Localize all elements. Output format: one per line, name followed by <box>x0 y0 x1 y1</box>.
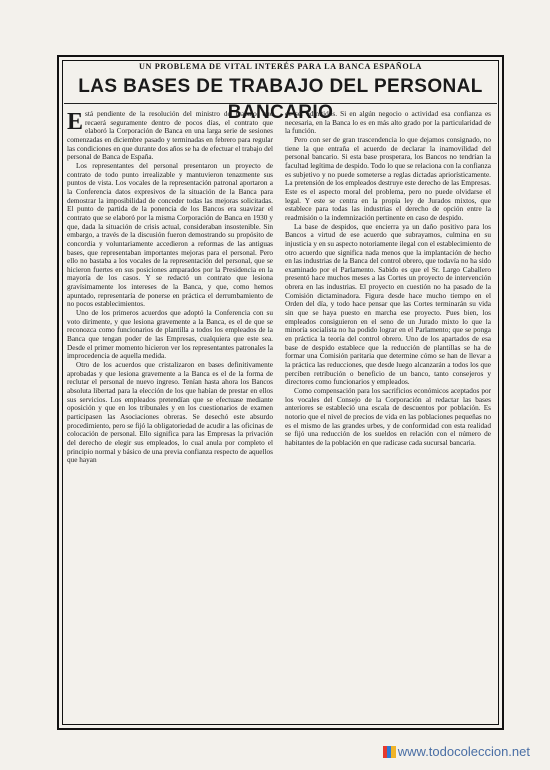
site-watermark[interactable] <box>383 744 530 759</box>
paragraph-8: Como compensación para los sacrificios económicos aceptados por los vocales del Consejo de la Corporación al redactar las bases anteriores se estableció una escala de descuentos por población. Es notorio que el nivel de precios de vida en las poblaciones pequeñas no es el mismo de las grandes urbes, y de conformidad con esta realidad se fijó una reducción de los sueldos en relación con el número de habitantes de la población en que radicase cada sucursal bancaria. <box>285 387 491 447</box>
paragraph-6: Pero con ser de gran trascendencia lo que dejamos consignado, no tiene la que entraña el acuerdo de declarar la inamovilidad del personal bancario. Si esta base prosperara, los Bancos no tendrían la facultad legítima de despido. Todo lo que se relaciona con la confianza es subjetivo y no puede someterse a reglas dictadas apriorísticamente. La pretensión de los empleados destruye este derecho de las Empresas. Este es el aspecto moral del problema, pero no puede olvidarse el legal. Y este se centra en la propia ley de Jurados mixtos, que establece para todas las industrias el derecho de opción entre la readmisión o la indemnización pertinente en caso de despido. <box>285 135 491 222</box>
dropcap: E <box>67 109 84 135</box>
paragraph-1 <box>67 110 273 162</box>
paragraph-7: La base de despidos, que encierra ya un daño positivo para los Bancos a virtud de ese acuerdo que subrayamos, culmina en su injusticia y en su aspecto notoriamente ilegal con el establecimiento de otro acuerdo que significa nada menos que la implantación de hecho en las industrias de la Banca del control obrero, que todavía no ha sido examinado por el Parlamento. Sabido es que el Sr. Largo Caballero presentó hace muchos meses a las Cortes un proyecto de intervención obrera en las industrias. El proyecto en cuestión no ha pasado de la Comisión dictaminadora. Figura desde hace mucho tiempo en el Orden del día, y todo hace pensar que las Cortes terminarán su vida sin que se haya puesto en marcha ese proyecto. Pues bien, los empleados consiguieron en el seno de un Jurado mixto lo que la minoría socialista no ha podido lograr en el Parlamento; que se ponga en práctica la teoría del control obrero. Uno de los apartados de esa base de despido establece que la reducción de plantillas se ha de formar una Comisión paritaria que determine cómo se han de llevar a la práctica las reducciones, que desde luego alcanzarán a todos los que perciben retribución o beneficio de un banco, tanto consejeros y directores como funcionarios y empleados. <box>285 222 491 387</box>
paragraph-4: Otro de los acuerdos que cristalizaron en bases definitivamente aprobadas y que lesiona gravemente a la Banca es el de la forma de reclutar el personal de nuevo ingreso. Tenían hasta ahora los Bancos absoluta libertad para la elección de los que habían de prestar en ellos sus servicios. Los empleados pretendían que se efectuase mediante oposición y que en los tribunales y en los cuestionarios de examen participasen las Asociaciones obreras. Se desechó este absurdo procedimiento, pero se fijó la obligatoriedad de acudir a las oficinas de colocación de personal. Ello significa para las Empresas la privación del derecho de elegir sus empleados, lo cual anula por completo el principio normal y básico de una previa confianza respecto de aquellos que hayan <box>67 361 273 465</box>
paragraph-text: stá pendiente de la resolución del ministro de Trabajo, que recaerá seguramente dentro de pocos días, el contrato que elaboró la Corporación de Banca en una larga serie de sesiones comenzadas en diciembre pasado y terminadas en febrero para regular las condiciones en que durante dos años se ha de efectuar el trabajo del personal de Banca de España. <box>67 110 273 162</box>
paragraph-5: de ser admitidos. Si en algún negocio o actividad esa confianza es necesaria, en la Banca lo es en más alto grado por la particularidad de la función. <box>285 110 491 136</box>
paragraph-3: Uno de los primeros acuerdos que adoptó la Conferencia con su voto dirimente, y que lesiona gravemente a la Banca, es el de que se reconozca como funcionarios de plantilla a todos los empleados de la Banca que tengan poder de las Empresas, cualquiera que este sea. Desde el primer momento hicieron ver los representantes patronales la improcedencia de aquella medida. <box>67 309 273 361</box>
logo-bar-yellow <box>391 746 396 758</box>
watermark-text: www.todocoleccion.net <box>397 744 530 759</box>
paragraph-2: Los representantes del personal presentaron un proyecto de contrato de todo punto irrealizable y mantuvieron tenazmente sus puntos de vista. Los vocales de la representación patronal aportaron a la Conferencia datos expresivos de la situación de la Banca para demostrar la imposibilidad de conceder todas las mejoras solicitadas. El punto de partida de la ponencia de los Bancos era suavizar el contrato que se elaboró por la misma Corporación de Banca en 1930 y que, dada la situación de crisis actual, consideraban insostenible. Sin embargo, a través de la discusión fueron demostrando su propósito de concordia y voluntariamente accedieron a reformas de las antiguas bases, que representaban importantes mejoras para el personal. Pero ello no bastaba a los vocales de la representación del personal, que se hicieron fuertes en sus posiciones amparados por la Presidencia en la mayoría de los casos. Y se redactó un contrato que lesiona gravísimamente los intereses de la Banca, y que, como hemos apuntado, representaría de ponerse en práctica el derrumbamiento de no pocos establecimientos. <box>67 161 273 309</box>
headline-divider <box>64 103 497 104</box>
right-column <box>285 110 491 448</box>
article-headline: LAS BASES DE TRABAJO DEL PERSONAL BANCARIO <box>78 76 483 123</box>
article-kicker: UN PROBLEMA DE VITAL INTERÉS PARA LA BANCA ESPAÑOLA <box>139 62 422 71</box>
left-column <box>67 110 273 465</box>
todocoleccion-logo-icon <box>383 746 395 758</box>
